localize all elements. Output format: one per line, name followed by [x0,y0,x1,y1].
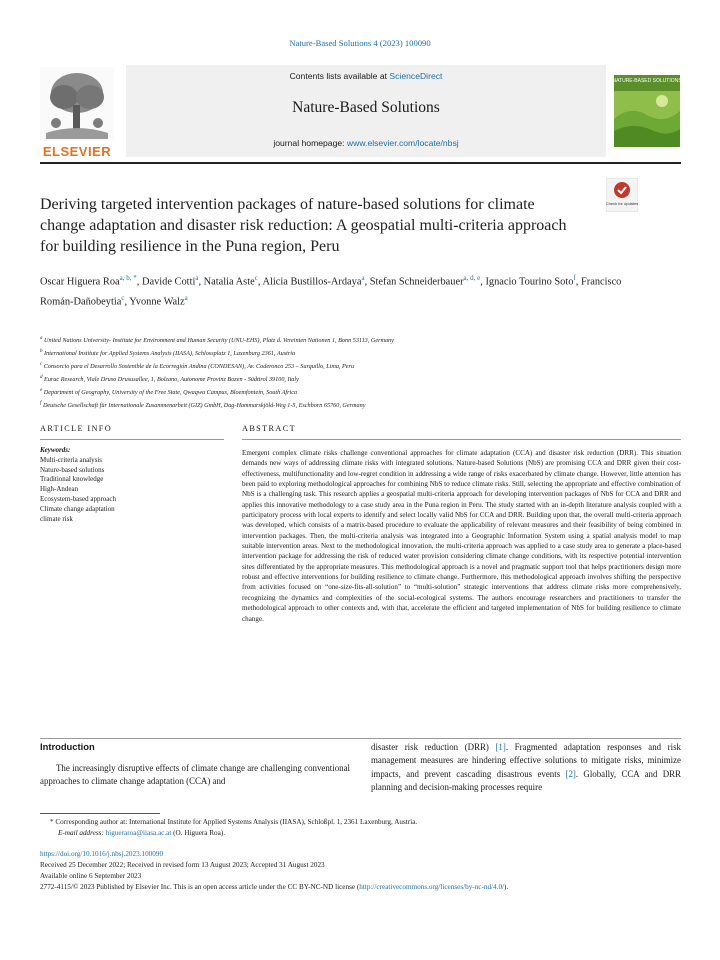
homepage-prefix: journal homepage: [273,138,347,148]
available-online: Available online 6 September 2023 [40,872,142,880]
author-name[interactable]: Stefan Schneiderbauer [369,276,464,288]
author-list [40,270,640,311]
article-info-heading: ARTICLE INFO [40,424,113,433]
introduction-paragraph-right [371,741,681,794]
author-name[interactable]: Davide Cotti [141,276,196,288]
journal-cover-image [614,75,680,147]
crossmark-icon [606,178,638,212]
email-line [50,828,670,839]
author-name[interactable]: Francisco Román-Dañobeytia [40,276,622,308]
author-name[interactable]: Alicia Bustillos-Ardaya [262,276,362,288]
affiliation-marker: d [40,375,43,381]
affiliation-list [40,333,660,411]
affiliation-text: Department of Geography, University of the Free State, Qwaqwa Campus, Bloemfontein, South Africa [43,389,298,397]
abstract-bottom-divider [40,738,681,739]
affiliation-item [40,333,660,346]
elsevier-tree-icon [40,67,114,141]
corresponding-author-note [50,817,670,839]
affiliation-item [40,385,660,398]
elsevier-logo[interactable] [40,67,114,159]
author-name[interactable]: Ignacio Tourino Soto [485,276,574,288]
affiliation-marker: f [40,401,42,407]
affiliation-text: United Nations University- Institute for Environment and Human Security (UNU-EHS), Platz d. Vereinten Nationen 1, Bonn 53113, Germany [44,337,394,345]
author-name[interactable]: Yvonne Walz [129,296,185,308]
license-text: 2772-4115/© 2023 Published by Elsevier Inc. This is an open access article under the CC BY-NC-ND license ( [40,883,360,891]
cover-title: NATURE-BASED SOLUTIONS [614,78,680,84]
author-affiliation-marker[interactable]: a, d, e [463,274,481,282]
keyword-item: Multi-criteria analysis [40,455,103,464]
author-name[interactable]: Oscar Higuera Roa [40,276,120,288]
article-history: Received 25 December 2022; Received in revised form 13 August 2023; Accepted 31 August 2023 [40,861,325,869]
author-affiliation-marker[interactable]: c [254,274,258,282]
affiliation-item [40,346,660,359]
author-separator: , [480,276,486,288]
intro-text-1: disaster risk reduction (DRR) [371,742,496,752]
crossmark-label: Check for updates [606,201,638,206]
elsevier-wordmark: ELSEVIER [42,144,112,159]
author-separator: , [257,276,263,288]
reference-link-2[interactable]: [2] [565,768,576,779]
author-affiliation-marker[interactable]: f [573,274,576,282]
homepage-line [126,138,606,148]
keywords-block [40,446,224,524]
intro-text-3: . Globally, CCA and DRR planning and decision-making processes require [371,768,681,792]
contents-prefix: Contents lists available at [289,71,390,81]
journal-banner [126,65,606,157]
email-suffix: (O. Higuera Roa). [171,829,226,837]
affiliation-text: Consorcio para el Desarrollo Sostenible de la Ecorregión Andina (CONDESAN), Av. Coderonco 253 – Surquillo, Lima, Peru [43,363,355,371]
affiliation-marker: c [40,362,43,368]
author-affiliation-marker[interactable]: a, b, * [119,274,137,282]
sciencedirect-link[interactable]: ScienceDirect [389,71,443,81]
abstract-heading: ABSTRACT [242,424,296,433]
article-info-divider [40,439,224,440]
affiliation-text: Deutsche Gesellschaft für Internationale Zusammenarbeit (GIZ) GmbH, Dag-Hammarskjöld-Weg 1-5, Eschborn 65760, Germany [42,402,366,410]
email-label: E-mail address: [58,829,106,837]
author-affiliation-marker[interactable]: c [121,294,125,303]
license-link[interactable]: http://creativecommons.org/licenses/by-nc-nd/4.0/ [359,883,505,891]
author-separator: , [124,296,130,308]
author-affiliation-marker[interactable]: a [361,274,365,282]
author-affiliation-marker[interactable]: a [184,294,188,303]
keyword-item: Nature-based solutions [40,465,105,474]
reference-link-1[interactable]: [1] [495,742,506,752]
journal-homepage-link[interactable]: www.elsevier.com/locate/nbsj [346,138,459,148]
header-divider [40,162,681,164]
journal-citation[interactable]: Nature-Based Solutions 4 (2023) 100090 [289,38,431,48]
author-separator: , [136,276,142,288]
keywords-list [40,456,224,525]
check-for-updates-badge[interactable] [606,178,638,212]
email-link[interactable]: higueraroa@iiasa.ac.at [105,829,172,837]
keyword-item: High-Andean [40,485,79,494]
license-line [40,883,700,891]
doi-link[interactable]: https://doi.org/10.1016/j.nbsj.2023.100090 [40,850,164,858]
keyword-item: Climate change adaptation [40,504,115,513]
author-separator: , [364,276,370,288]
article-title: Deriving targeted intervention packages of nature-based solutions for climate change adaptation and disaster risk reduction: A geospatial multi-criteria approach for building resilience in the Puna region, Peru [40,196,567,255]
footnote-divider [40,813,160,814]
author-affiliation-marker[interactable]: a [195,274,199,282]
introduction-heading: Introduction [40,741,95,752]
contents-line [126,71,606,81]
journal-title: Nature-Based Solutions [292,99,440,116]
author-separator: , [575,276,581,288]
author-separator: , [198,276,204,288]
affiliation-marker: b [40,349,43,355]
license-suffix: ). [504,883,509,891]
affiliation-text: Eurac Research, Viale Druso Drususallee, 1, Bolzano, Autonome Provinz Bozen - Südtirol 39100, Italy [44,376,299,384]
keyword-item: Traditional knowledge [40,475,104,484]
corresponding-author-text: * Corresponding author at: International Institute for Applied Systems Analysis (IIASA), Schloßpl. 1, 2361 Laxenburg, Austria. [50,818,418,826]
keywords-label: Keywords: [40,446,71,454]
affiliation-item [40,359,660,372]
affiliation-item [40,398,660,411]
abstract-text: Emergent complex climate risks challenge conventional approaches for climate adaptation (CCA) and disaster risk reduction (DRR). This situation demands new ways of addressing climate risks with integrated solutions. Nature-based Solutions (NbS) are promising CCA and DRR given their cost-effectiveness, multifunctionality and low-regret condition in addressing a wide range of risks exacerbated by climate change. However, little attention has been paid to exploring methodological approaches for combining NbS to reduce climate risks. Still, selecting the appropriate and effective combination of NbS is a challenging task. This research applies a geospatial multi-criteria approach for developing intervention packages of NbS for CCA and DRR and applies this innovative methodology to a case study area in the Puna region in Peru. The study started with an in-depth literature analysis coupled with a participatory process with local experts to identify and select locally valid NbS for CCA and DRR. Building upon that, the overall multi-criteria approach was developed, which consists of a matrix-based procedure to evaluate the applicability of relevant measures and their feasibility of being combined in intervention packages. Then, the multi-criteria analysis was integrated into a Geographic Information System using a spatial analysis model to map suitable intervention areas. Next to the methodological innovation, the multi-criteria approach was applied to a case study area to generate a place-based intervention package for addressing the risk of reduced water provision considering climate change conditions, with its respective potential intervention sites differentiated by the appropriate measures. This methodological approach is a novel and pragmatic support tool that helps practitioners design more robust and effective interventions for building resilience to climate change. Furthermore, this methodological approach involves shifting the perspective from activities focused on “one-size-fits-all-solution” to “multi-solution” strategic interventions that address climate risks more comprehensively, recognizing the dynamics and complexities of the social-ecological systems. The authors encourage researchers and practitioners to transfer the methodological approach to other contexts and, with that, accelerate the efficient and targeted implementation of NbS for building resilience to climate change. [242,449,681,623]
journal-cover[interactable] [614,75,680,147]
affiliation-marker: e [40,388,43,394]
author-name[interactable]: Natalia Aste [203,276,255,288]
keyword-item: Ecosystem-based approach [40,494,116,503]
affiliation-item [40,372,660,385]
keyword-item: climate risk [40,514,73,523]
intro-text-2: . Fragmented adaptation responses and risk management measures are hindering effective solutions to mitigate risks, minimize impacts, and prevent cascading disastrous events [371,742,681,779]
affiliation-text: International Institute for Applied Systems Analysis (IIASA), Schlossplatz 1, Laxenburg 2361, Austria [44,350,296,358]
abstract-divider [242,439,681,440]
affiliation-marker: a [40,336,43,341]
introduction-paragraph-left: The increasingly disruptive effects of climate change are challenging conventional approaches to climate change adaptation (CCA) and [40,763,350,787]
journal-header [40,61,681,159]
